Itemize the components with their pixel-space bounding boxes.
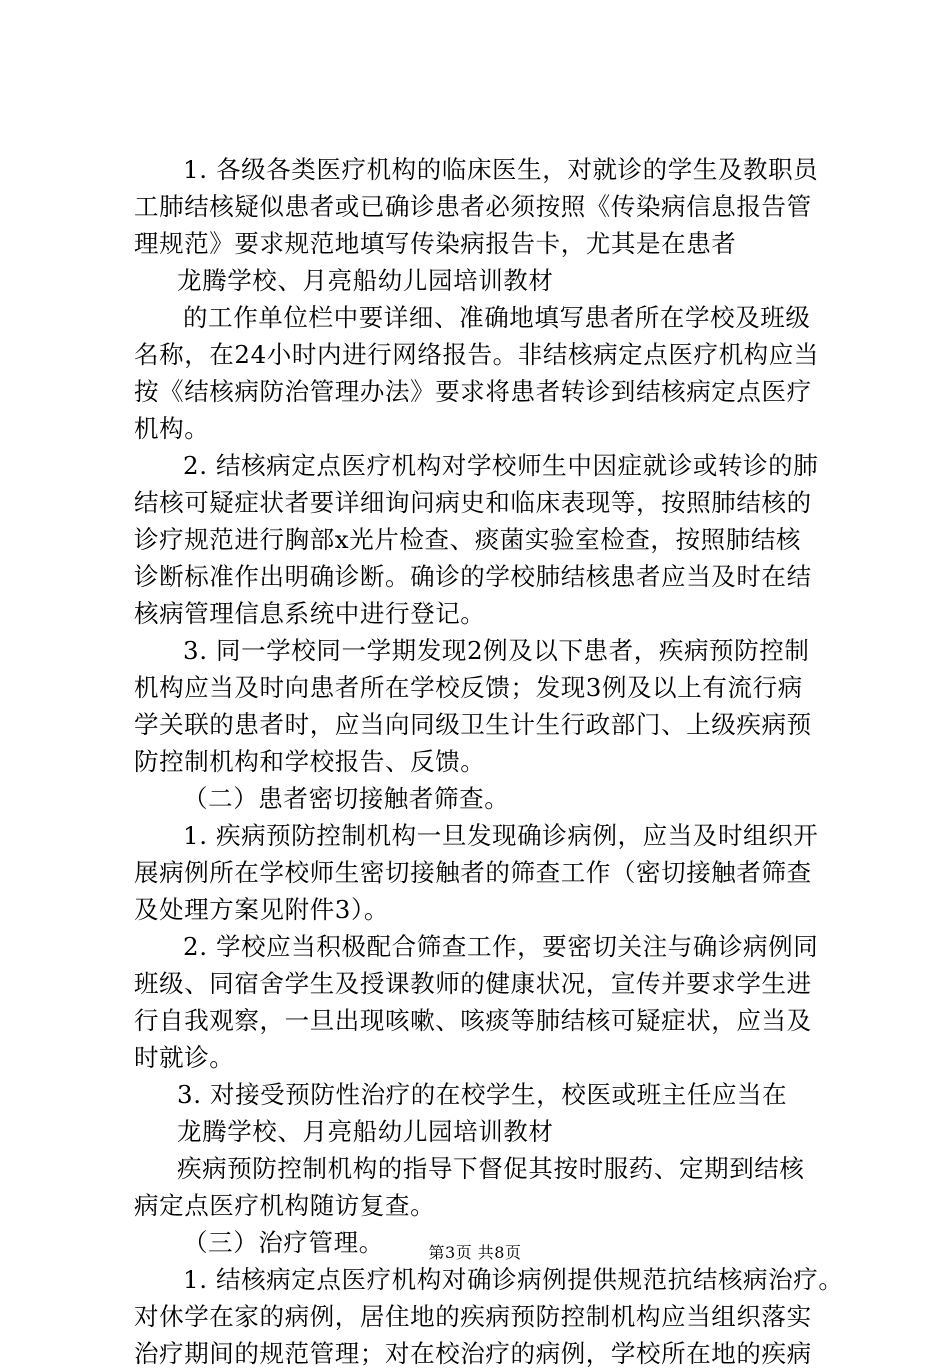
text-line: 疾病预防控制机构的指导下督促其按时服药、定期到结核	[177, 1154, 805, 1183]
text-line: 班级、同宿舍学生及授课教师的健康状况，宣传并要求学生进	[134, 969, 812, 998]
section-heading: （二）患者密切接触者筛查。	[183, 784, 510, 813]
text-line: 治疗期间的规范管理；对在校治疗的病例，学校所在地的疾病	[134, 1339, 812, 1368]
watermark-line: 龙腾学校、月亮船幼儿园培训教材	[177, 1117, 554, 1146]
text-line: 展病例所在学校师生密切接触者的筛查工作（密切接触者筛查	[134, 858, 812, 887]
text-line: 时就诊。	[134, 1043, 235, 1072]
watermark-line: 龙腾学校、月亮船幼儿园培训教材	[177, 266, 554, 295]
text-line: 及处理方案见附件3）。	[134, 895, 389, 924]
text-line: 工肺结核疑似患者或已确诊患者必须按照《传染病信息报告管	[134, 192, 812, 221]
text-line: 2. 结核病定点医疗机构对学校师生中因症就诊或转诊的肺	[183, 451, 819, 480]
text-line: 名称，在24小时内进行网络报告。非结核病定点医疗机构应当	[134, 340, 819, 369]
text-line: 机构应当及时向患者所在学校反馈；发现3例及以上有流行病	[134, 673, 803, 702]
page-number: 第3页 共8页	[428, 1243, 522, 1262]
section-heading: （三）治疗管理。	[183, 1228, 384, 1257]
text-line: 机构。	[134, 414, 210, 443]
text-line: 防控制机构和学校报告、反馈。	[134, 747, 486, 776]
text-line: 的工作单位栏中要详细、准确地填写患者所在学校及班级	[183, 303, 811, 332]
text-line: 2. 学校应当积极配合筛查工作，要密切关注与确诊病例同	[183, 932, 819, 961]
text-line: 病定点医疗机构随访复查。	[134, 1191, 436, 1220]
text-line: 按《结核病防治管理办法》要求将患者转诊到结核病定点医疗	[134, 377, 812, 406]
text-line: 学关联的患者时，应当向同级卫生计生行政部门、上级疾病预	[134, 710, 812, 739]
text-line: 1. 结核病定点医疗机构对确诊病例提供规范抗结核病治疗。	[183, 1265, 844, 1294]
text-line: 结核可疑症状者要详细询问病史和临床表现等，按照肺结核的	[134, 488, 812, 517]
text-line: 3. 对接受预防性治疗的在校学生，校医或班主任应当在	[177, 1080, 788, 1109]
text-line: 理规范》要求规范地填写传染病报告卡，尤其是在患者	[134, 229, 737, 258]
text-line: 核病管理信息系统中进行登记。	[134, 599, 486, 628]
text-line: 诊断标准作出明确诊断。确诊的学校肺结核患者应当及时在结	[134, 562, 812, 591]
document-body	[134, 151, 844, 1372]
text-line: 行自我观察，一旦出现咳嗽、咳痰等肺结核可疑症状，应当及	[134, 1006, 812, 1035]
text-line: 诊疗规范进行胸部x光片检查、痰菌实验室检查，按照肺结核	[134, 525, 802, 554]
text-line: 1. 疾病预防控制机构一旦发现确诊病例，应当及时组织开	[183, 821, 819, 850]
text-line: 对休学在家的病例，居住地的疾病预防控制机构应当组织落实	[134, 1302, 812, 1331]
text-line: 3. 同一学校同一学期发现2例及以下患者，疾病预防控制	[183, 636, 810, 665]
text-line: 1. 各级各类医疗机构的临床医生，对就诊的学生及教职员	[183, 155, 819, 184]
